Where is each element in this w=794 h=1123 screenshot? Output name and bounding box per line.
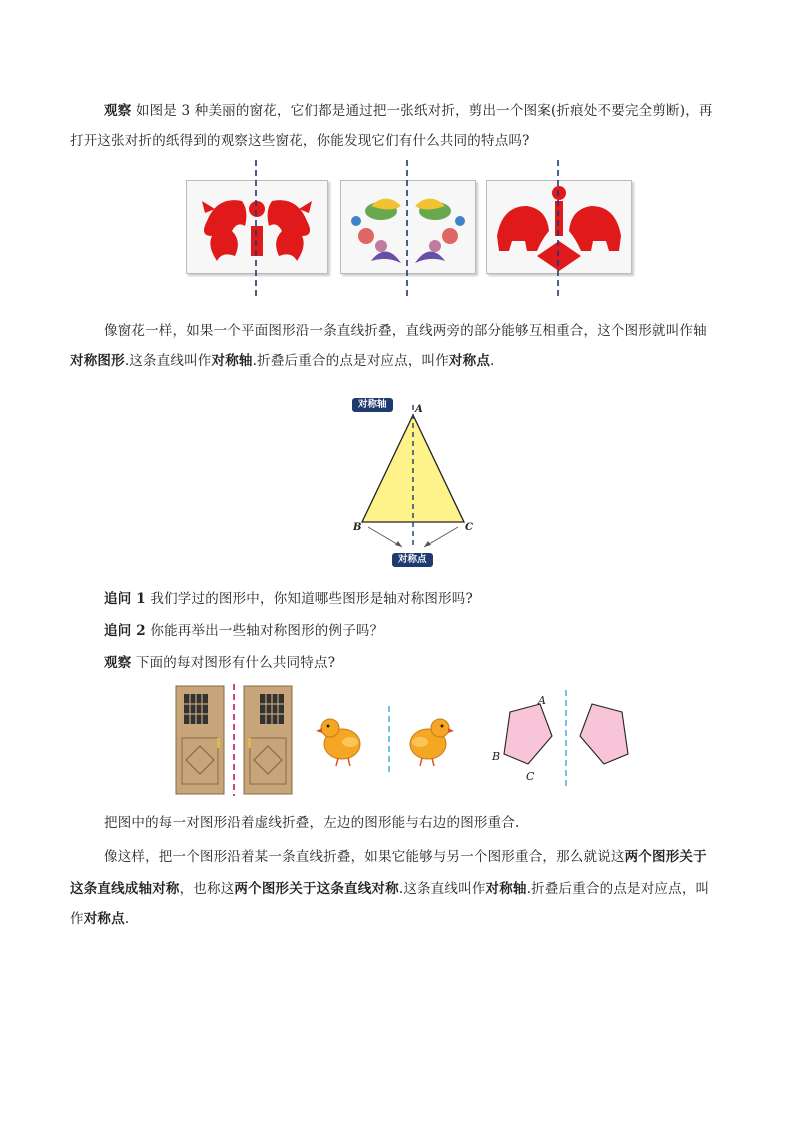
observe2-label: 观察 xyxy=(104,655,132,671)
term-axis-symmetric: 这条直线成轴对称 xyxy=(70,881,180,897)
term-symmetric-about-line: 两个图形关于这条直线对称 xyxy=(234,881,399,897)
def2-text-2c: .折叠后重合的点是对应点，叫 xyxy=(526,881,710,897)
vertex-b-label: B xyxy=(353,522,362,533)
def2-bold-1: 两个图形关于 xyxy=(624,849,707,865)
papercut-fold-lines xyxy=(0,160,794,300)
term-symmetric-point-2: 对称点 xyxy=(83,911,125,927)
pentagon-label-a: A xyxy=(538,694,546,707)
def2-text-2a: ，也称这 xyxy=(179,881,235,897)
definition1-line1: 像窗花一样，如果一个平面图形沿一条直线折叠，直线两旁的部分能够互相重合，这个图形就叫作轴 xyxy=(104,323,707,339)
door-left xyxy=(176,686,224,794)
question2 xyxy=(104,616,383,646)
fold-note: 把图中的每一对图形沿着虚线折叠，左边的图形能与右边的图形重合. xyxy=(104,815,520,831)
observe2 xyxy=(104,648,335,678)
def2-text-1a: 像这样，把一个图形沿着某一条直线折叠，如果它能够与另一个图形重合，那么就说这 xyxy=(104,849,625,865)
pentagon-label-b: B xyxy=(492,750,501,763)
observe-paragraph-line1 xyxy=(104,96,713,126)
term-symmetric-point: 对称点 xyxy=(448,353,491,369)
pentagon-right xyxy=(580,704,628,764)
term-axisymmetric-figure: 对称图形 xyxy=(70,353,125,369)
definition2-line1 xyxy=(104,842,707,872)
definition2-line3 xyxy=(70,904,129,934)
vertex-a-label: A xyxy=(415,404,423,415)
observe2-text: 下面的每对图形有什么共同特点? xyxy=(135,655,336,671)
observe-text-1: 如图是 3 种美丽的窗花，它们都是通过把一张纸对折，剪出一个图案(折痕处不要完全剪断)，再 xyxy=(135,103,713,119)
chick-left xyxy=(316,719,360,766)
symmetric-pairs-figure xyxy=(170,684,640,799)
symmetric-point-tag: 对称点 xyxy=(392,553,433,567)
pentagon-left xyxy=(504,704,552,764)
observe-label: 观察 xyxy=(104,103,132,119)
pentagon-label-c: C xyxy=(526,770,535,783)
question1-label: 追问 1 xyxy=(104,591,146,607)
def2-text-3a: 作 xyxy=(70,911,84,927)
term-axis: 对称轴 xyxy=(211,353,253,369)
question2-text: 你能再举出一些轴对称图形的例子吗？ xyxy=(150,623,384,639)
def1-text-a: .这条直线叫作 xyxy=(124,353,212,369)
definition2-line2 xyxy=(70,874,709,904)
def1-text-end: . xyxy=(490,353,495,369)
def1-text-b: .折叠后重合的点是对应点，叫作 xyxy=(252,353,449,369)
vertex-c-label: C xyxy=(465,522,473,533)
axis-tag: 对称轴 xyxy=(352,398,393,412)
question1 xyxy=(104,584,473,614)
question1-text: 我们学过的图形中，你知道哪些图形是轴对称图形吗? xyxy=(150,591,473,607)
def2-text-3end: . xyxy=(124,911,130,927)
door-right xyxy=(244,686,292,794)
question2-label: 追问 2 xyxy=(104,623,146,639)
term-axis-2: 对称轴 xyxy=(485,881,527,897)
chick-right xyxy=(410,719,454,766)
def2-text-2b: .这条直线叫作 xyxy=(398,881,486,897)
definition1-line2 xyxy=(70,346,495,376)
isosceles-triangle-diagram xyxy=(340,395,480,575)
observe-paragraph-line2: 打开这张对折的纸得到的观察这些窗花，你能发现它们有什么共同的特点吗? xyxy=(70,133,530,149)
